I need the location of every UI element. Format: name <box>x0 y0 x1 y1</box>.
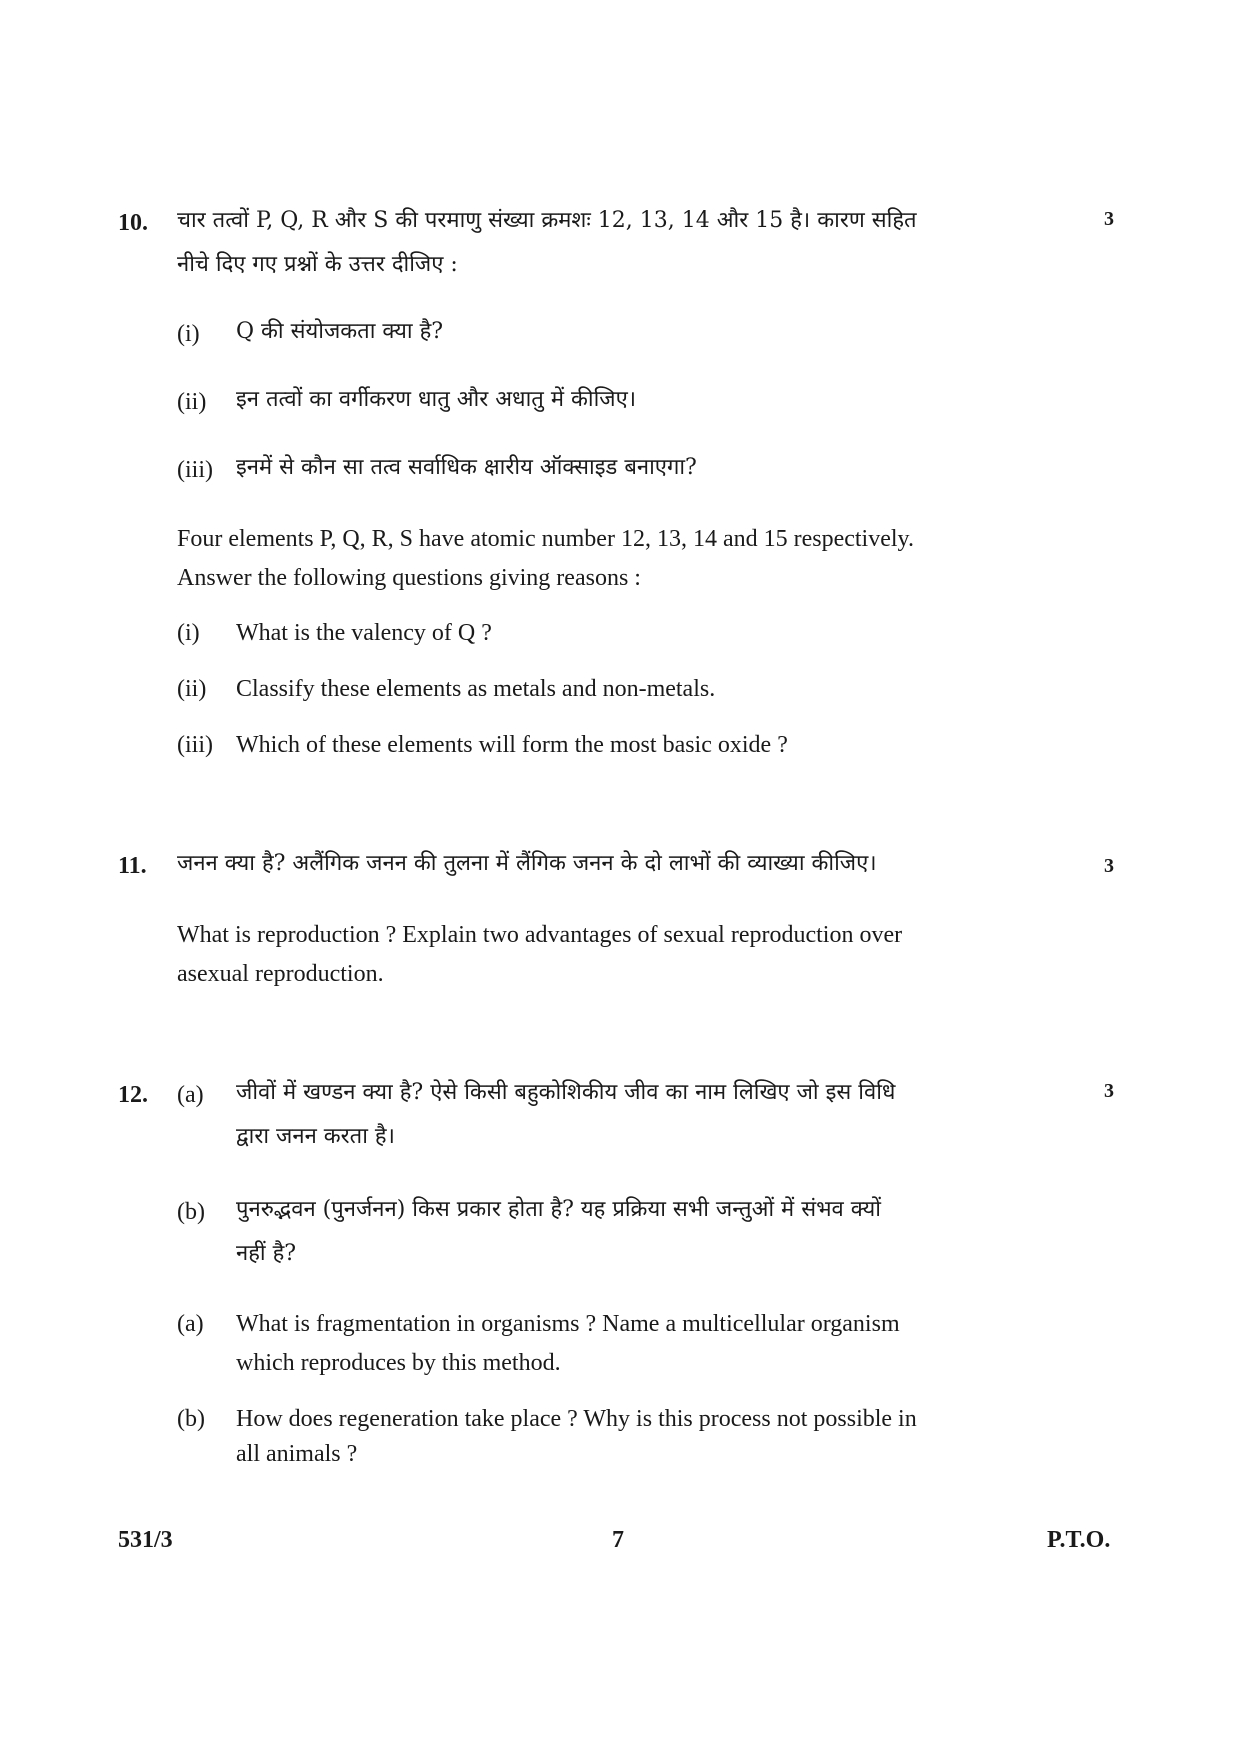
please-turn-over: P.T.O. <box>1047 1527 1111 1553</box>
marks: 3 <box>1104 1080 1114 1102</box>
part-text-english: which reproduces by this method. <box>236 1350 561 1376</box>
part-label: (ii) <box>177 676 207 702</box>
question-text-english: Four elements P, Q, R, S have atomic number 12, 13, 14 and 15 respectively. <box>177 526 914 552</box>
part-label: (iii) <box>177 457 213 483</box>
part-label: (iii) <box>177 732 213 758</box>
question-text-hindi: नीचे दिए गए प्रश्नों के उत्तर दीजिए : <box>177 252 458 277</box>
question-text-english: Answer the following questions giving reasons : <box>177 565 641 591</box>
part-text-hindi: इन तत्वों का वर्गीकरण धातु और अधातु में कीजिए। <box>236 387 637 412</box>
marks: 3 <box>1104 855 1114 877</box>
part-label: (i) <box>177 620 200 646</box>
part-text-english: Which of these elements will form the most basic oxide ? <box>236 732 788 758</box>
question-number: 12. <box>118 1082 148 1108</box>
part-text-hindi: Q की संयोजकता क्या है? <box>236 319 444 344</box>
part-text-hindi: इनमें से कौन सा तत्व सर्वाधिक क्षारीय ऑक्साइड बनाएगा? <box>236 455 697 480</box>
question-text-english: What is reproduction ? Explain two advantages of sexual reproduction over <box>177 922 903 948</box>
part-text-hindi: जीवों में खण्डन क्या है? ऐसे किसी बहुकोशिकीय जीव का नाम लिखिए जो इस विधि <box>236 1080 896 1105</box>
question-number: 11. <box>118 853 147 879</box>
question-text-english: asexual reproduction. <box>177 961 384 987</box>
question-text-hindi: चार तत्वों P, Q, R और S की परमाणु संख्या क्रमशः 12, 13, 14 और 15 है। कारण सहित <box>177 208 917 233</box>
part-text-hindi: पुनरुद्भवन (पुनर्जनन) किस प्रकार होता है? यह प्रक्रिया सभी जन्तुओं में संभव क्यों <box>236 1197 881 1222</box>
part-label: (i) <box>177 321 200 347</box>
part-label: (b) <box>177 1199 205 1225</box>
question-number: 10. <box>118 210 148 236</box>
part-text-english: What is fragmentation in organisms ? Name a multicellular organism <box>236 1311 900 1337</box>
part-label: (b) <box>177 1406 205 1432</box>
part-text-english: How does regeneration take place ? Why is this process not possible in <box>236 1406 917 1432</box>
part-text-english: Classify these elements as metals and non-metals. <box>236 676 716 702</box>
part-text-english: all animals ? <box>236 1441 358 1467</box>
part-text-english: What is the valency of Q ? <box>236 620 492 646</box>
part-text-hindi: नहीं है? <box>236 1241 297 1266</box>
paper-code: 531/3 <box>118 1527 173 1553</box>
marks: 3 <box>1104 208 1114 230</box>
part-label: (a) <box>177 1311 204 1337</box>
part-text-hindi: द्वारा जनन करता है। <box>236 1124 395 1149</box>
part-label: (a) <box>177 1082 204 1108</box>
question-text-hindi: जनन क्या है? अलैंगिक जनन की तुलना में लैंगिक जनन के दो लाभों की व्याख्या कीजिए। <box>177 851 877 876</box>
part-label: (ii) <box>177 389 207 415</box>
page-number: 7 <box>612 1527 624 1553</box>
